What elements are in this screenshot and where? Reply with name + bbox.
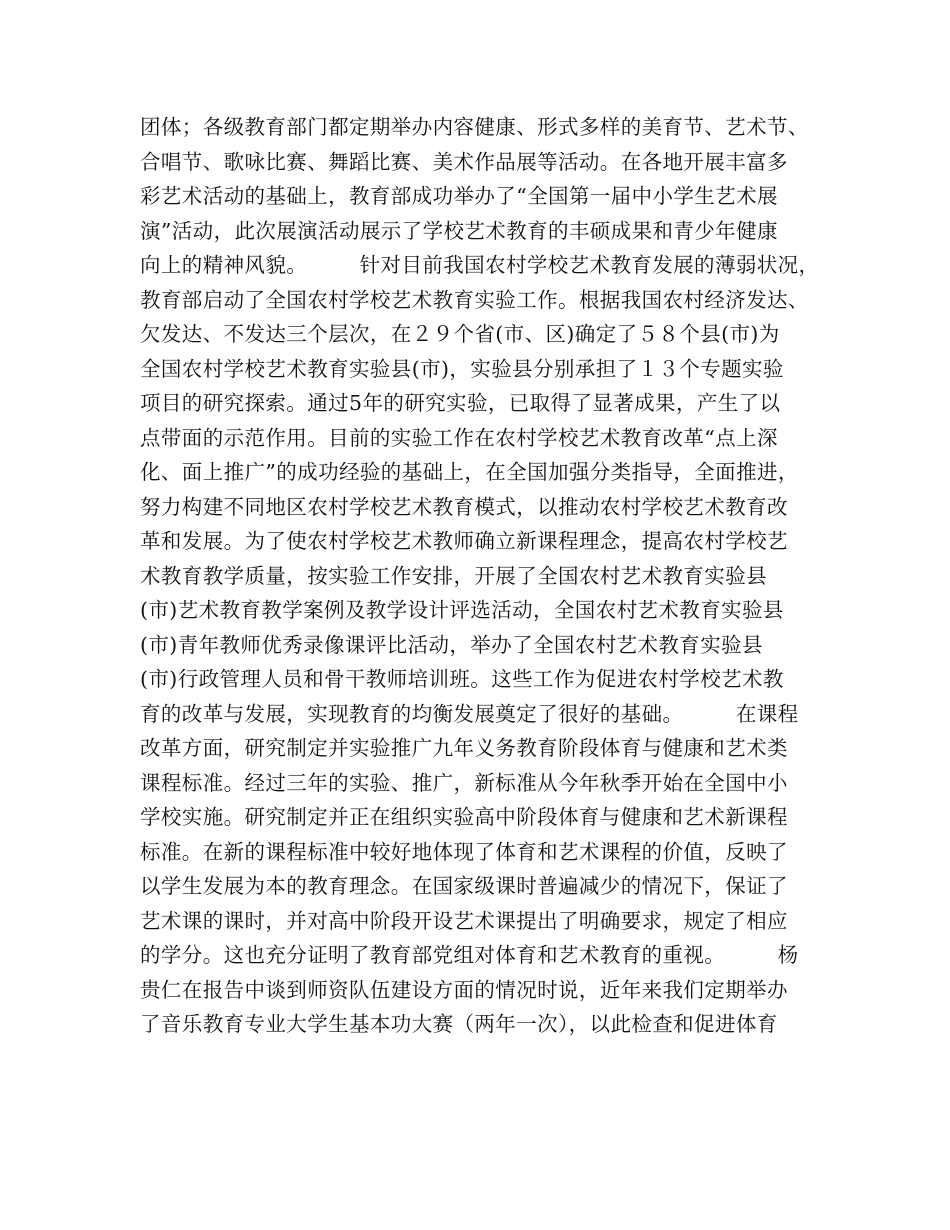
text-line: 学校实施。研究制定并正在组织实验高中阶段体育与健康和艺术新课程 <box>140 805 788 829</box>
text-line: 演”活动，此次展演活动展示了学校艺术教育的丰硕成果和青少年健康 <box>140 218 778 243</box>
text-line: 努力构建不同地区农村学校艺术教育模式，以推动农村学校艺术教育改 <box>140 494 788 519</box>
text-line: 欠发达、不发达三个层次，在２９个省(市、区)确定了５８个县(市)为 <box>140 322 780 346</box>
text-line: 化、面上推广”的成功经验的基础上，在全国加强分类指导，全面推进， <box>140 460 799 484</box>
text-line: 团体；各级教育部门都定期举办内容健康、形式多样的美育节、艺术节、 <box>140 115 809 139</box>
text-line: 点带面的示范作用。目前的实验工作在农村学校艺术教育改革“点上深 <box>140 425 778 450</box>
text-line: 全国农村学校艺术教育实验县(市)，实验县分别承担了１３个专题实验 <box>140 356 784 381</box>
text-line: 的学分。这也充分证明了教育部党组对体育和艺术教育的重视。 杨 <box>140 943 799 967</box>
text-line: 课程标准。经过三年的实验、推广，新标准从今年秋季开始在全国中小 <box>140 770 788 795</box>
text-line: 育的改革与发展，实现教育的均衡发展奠定了很好的基础。 在课程 <box>140 701 799 726</box>
text-line: 以学生发展为本的教育理念。在国家级课时普遍减少的情况下，保证了 <box>140 874 788 898</box>
text-line: (市)艺术教育教学案例及教学设计评选活动，全国农村艺术教育实验县 <box>140 598 784 622</box>
text-line: 项目的研究探索。通过5年的研究实验，已取得了显著成果，产生了以 <box>140 391 781 415</box>
text-line: 彩艺术活动的基础上，教育部成功举办了“全国第一届中小学生艺术展 <box>140 184 778 208</box>
body-text <box>140 110 830 1042</box>
text-line: 向上的精神风貌。 针对目前我国农村学校艺术教育发展的薄弱状况， <box>140 253 820 277</box>
text-line: 术教育教学质量，按实验工作安排，开展了全国农村艺术教育实验县 <box>140 563 767 588</box>
text-line: 了音乐教育专业大学生基本功大赛（两年一次），以此检查和促进体育 <box>140 1012 778 1036</box>
text-line: 改革方面，研究制定并实验推广九年义务教育阶段体育与健康和艺术类 <box>140 736 788 760</box>
text-line: 革和发展。为了使农村学校艺术教师确立新课程理念，提高农村学校艺 <box>140 529 788 553</box>
text-line: 艺术课的课时，并对高中阶段开设艺术课提出了明确要求，规定了相应 <box>140 908 788 933</box>
text-line: 标准。在新的课程标准中较好地体现了体育和艺术课程的价值，反映了 <box>140 839 788 864</box>
text-line: (市)青年教师优秀录像课评比活动，举办了全国农村艺术教育实验县 <box>140 632 763 657</box>
text-line: 贵仁在报告中谈到师资队伍建设方面的情况时说，近年来我们定期举办 <box>140 977 788 1002</box>
text-line: 合唱节、歌咏比赛、舞蹈比赛、美术作品展等活动。在各地开展丰富多 <box>140 149 788 174</box>
text-line: (市)行政管理人员和骨干教师培训班。这些工作为促进农村学校艺术教 <box>140 667 784 691</box>
text-line: 教育部启动了全国农村学校艺术教育实验工作。根据我国农村经济发达、 <box>140 287 809 312</box>
